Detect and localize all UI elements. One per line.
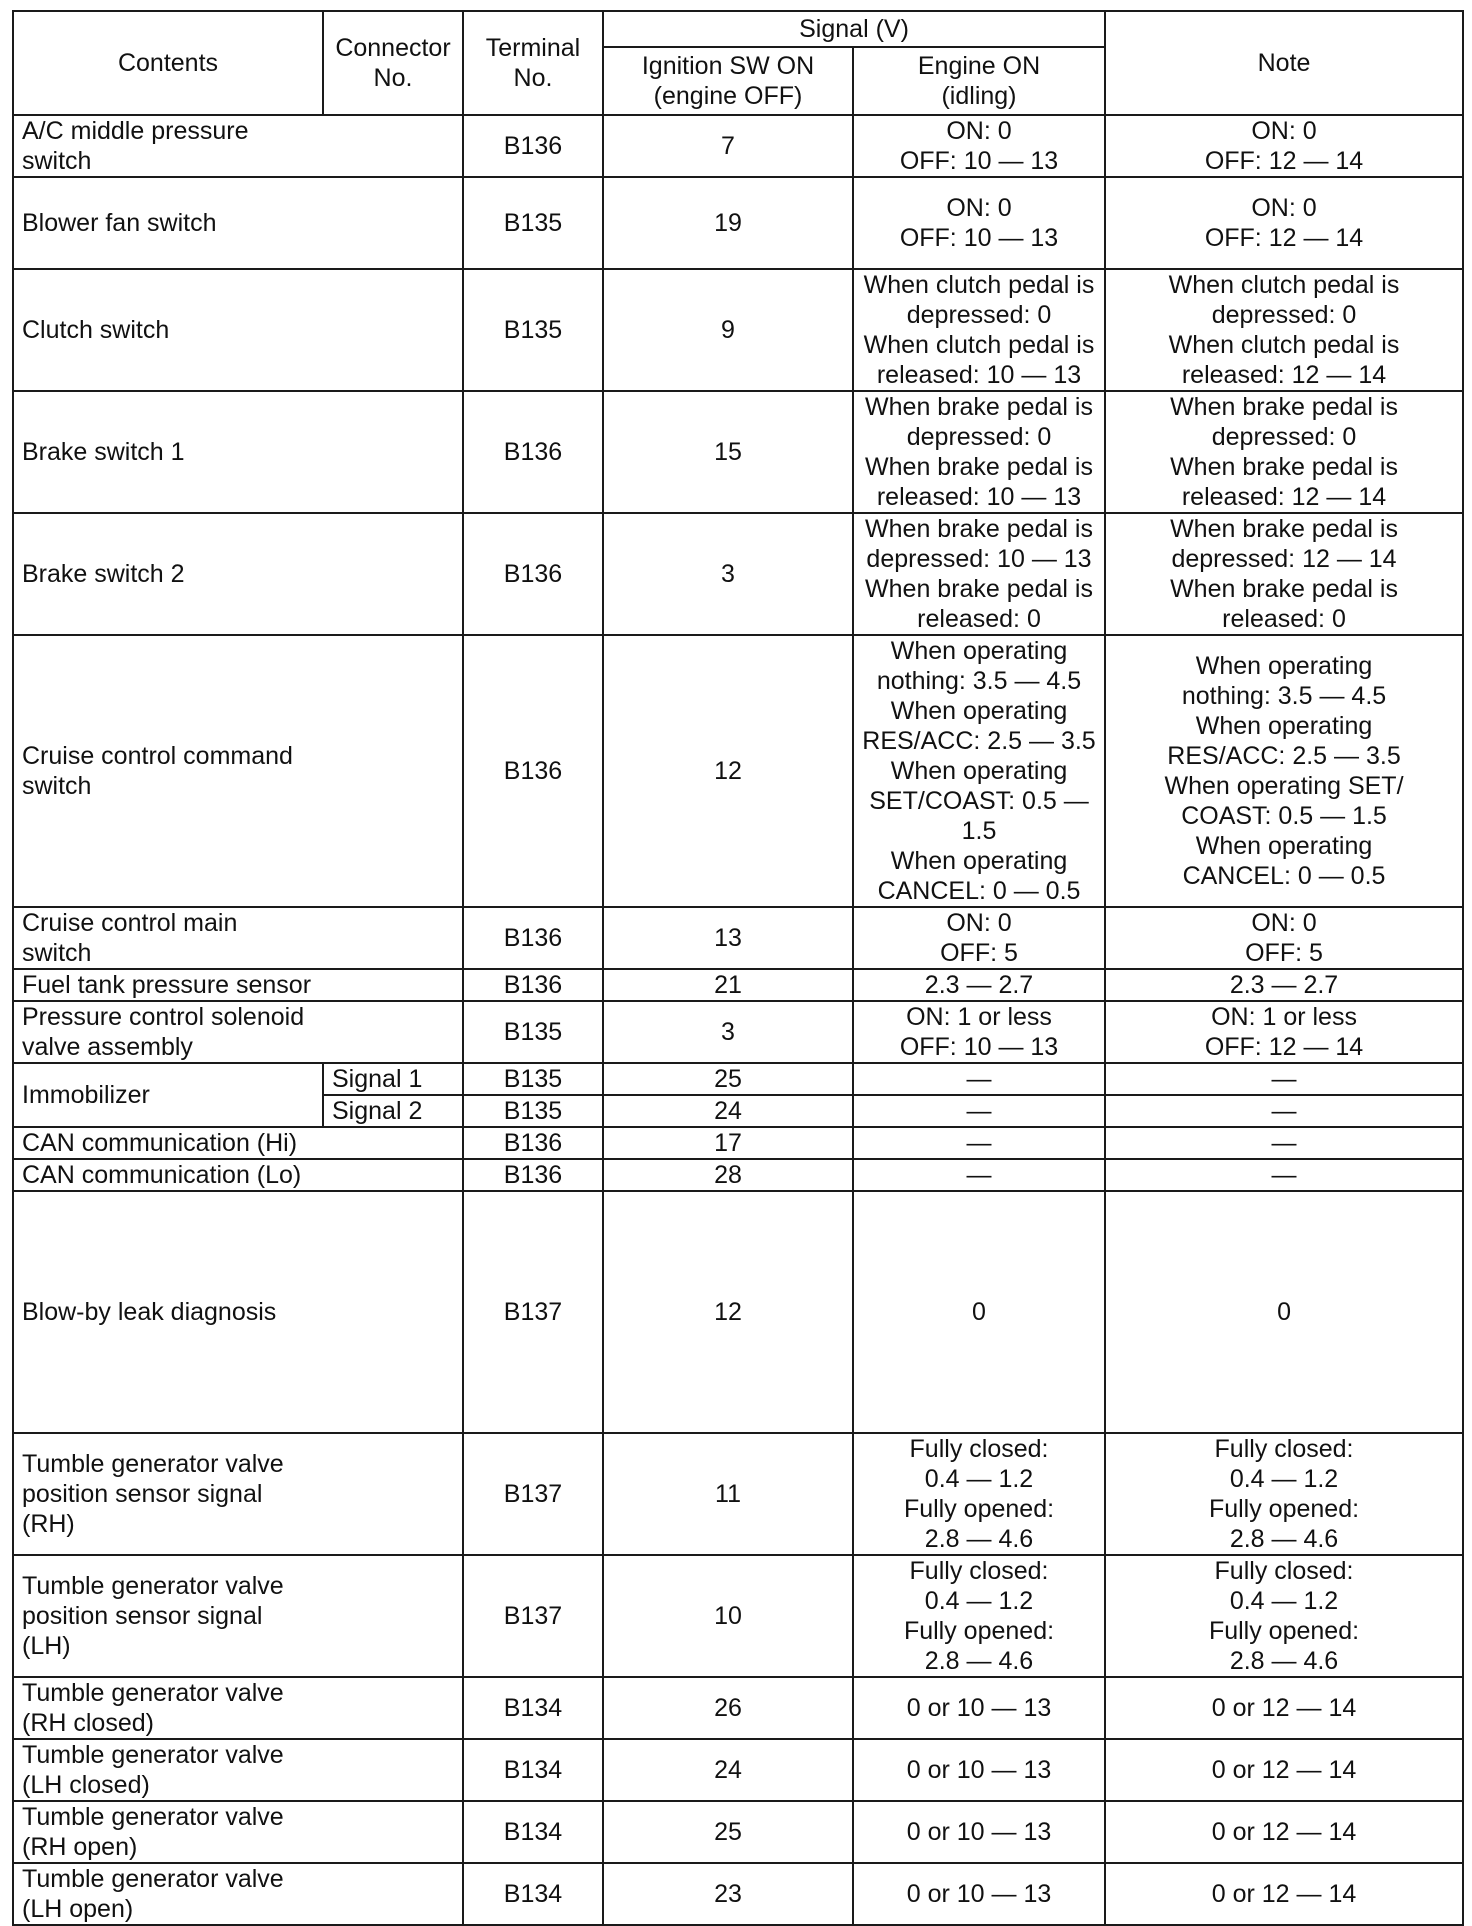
cell-engine: — bbox=[1105, 1063, 1463, 1095]
cell-connector: B136 bbox=[463, 513, 603, 635]
cell-terminal: 19 bbox=[603, 177, 853, 269]
cell-connector: B136 bbox=[463, 1127, 603, 1159]
cell-connector: B135 bbox=[463, 1095, 603, 1127]
cell-ignition: — bbox=[853, 1063, 1105, 1095]
table-row bbox=[13, 1801, 1463, 1863]
cell-terminal: 24 bbox=[603, 1095, 853, 1127]
cell-connector: B134 bbox=[463, 1677, 603, 1739]
table-row bbox=[13, 1127, 1463, 1159]
cell-ignition: 0 or 10 — 13 bbox=[853, 1863, 1105, 1925]
table-row bbox=[13, 1159, 1463, 1191]
cell-contents: Signal 2 bbox=[323, 1095, 463, 1127]
cell-contents: Tumble generator valve position sensor signal (RH) bbox=[13, 1433, 463, 1555]
header-engine: Engine ON (idling) bbox=[853, 47, 1105, 115]
cell-terminal: 9 bbox=[603, 269, 853, 391]
cell-ignition: ON: 1 or less OFF: 10 — 13 bbox=[853, 1001, 1105, 1063]
cell-ignition: 2.3 — 2.7 bbox=[853, 969, 1105, 1001]
cell-contents: Cruise control command switch bbox=[13, 635, 463, 907]
cell-engine: 0 or 12 — 14 bbox=[1105, 1801, 1463, 1863]
table-body bbox=[13, 115, 1463, 1925]
cell-contents: Signal 1 bbox=[323, 1063, 463, 1095]
cell-engine: 2.3 — 2.7 bbox=[1105, 969, 1463, 1001]
cell-ignition: ON: 0 OFF: 10 — 13 bbox=[853, 177, 1105, 269]
cell-engine: When clutch pedal is depressed: 0 When clutch pedal is released: 12 — 14 bbox=[1105, 269, 1463, 391]
cell-connector: B135 bbox=[463, 177, 603, 269]
table-row bbox=[13, 177, 1463, 269]
cell-contents: CAN communication (Hi) bbox=[13, 1127, 463, 1159]
cell-contents: Tumble generator valve (RH closed) bbox=[13, 1677, 463, 1739]
cell-connector: B137 bbox=[463, 1555, 603, 1677]
cell-connector: B136 bbox=[463, 115, 603, 177]
cell-contents: Tumble generator valve position sensor signal (LH) bbox=[13, 1555, 463, 1677]
cell-connector: B136 bbox=[463, 635, 603, 907]
cell-terminal: 17 bbox=[603, 1127, 853, 1159]
cell-ignition: 0 bbox=[853, 1191, 1105, 1433]
cell-ignition: 0 or 10 — 13 bbox=[853, 1739, 1105, 1801]
cell-contents: Fuel tank pressure sensor bbox=[13, 969, 463, 1001]
table-row bbox=[13, 907, 1463, 969]
cell-terminal: 15 bbox=[603, 391, 853, 513]
cell-engine: — bbox=[1105, 1159, 1463, 1191]
cell-terminal: 12 bbox=[603, 1191, 853, 1433]
cell-engine: 0 or 12 — 14 bbox=[1105, 1739, 1463, 1801]
cell-connector: B136 bbox=[463, 1159, 603, 1191]
cell-contents: Blow-by leak diagnosis bbox=[13, 1191, 463, 1433]
cell-connector: B134 bbox=[463, 1801, 603, 1863]
cell-ignition: 0 or 10 — 13 bbox=[853, 1801, 1105, 1863]
cell-ignition: Fully closed: 0.4 — 1.2 Fully opened: 2.8 — 4.6 bbox=[853, 1433, 1105, 1555]
cell-connector: B137 bbox=[463, 1191, 603, 1433]
cell-engine: 0 or 12 — 14 bbox=[1105, 1677, 1463, 1739]
table-row bbox=[13, 391, 1463, 513]
cell-engine: When brake pedal is depressed: 12 — 14 When brake pedal is released: 0 bbox=[1105, 513, 1463, 635]
cell-terminal: 24 bbox=[603, 1739, 853, 1801]
cell-ignition: ON: 0 OFF: 10 — 13 bbox=[853, 115, 1105, 177]
cell-connector: B135 bbox=[463, 1063, 603, 1095]
cell-engine: ON: 0 OFF: 12 — 14 bbox=[1105, 177, 1463, 269]
table-row bbox=[13, 1739, 1463, 1801]
cell-engine: When brake pedal is depressed: 0 When brake pedal is released: 12 — 14 bbox=[1105, 391, 1463, 513]
cell-engine: ON: 0 OFF: 5 bbox=[1105, 907, 1463, 969]
cell-contents: Pressure control solenoid valve assembly bbox=[13, 1001, 463, 1063]
table-row bbox=[13, 969, 1463, 1001]
cell-terminal: 25 bbox=[603, 1063, 853, 1095]
cell-engine: 0 bbox=[1105, 1191, 1463, 1433]
cell-ignition: — bbox=[853, 1159, 1105, 1191]
header-signal: Signal (V) bbox=[603, 11, 1105, 47]
table-row bbox=[13, 1433, 1463, 1555]
cell-engine: ON: 1 or less OFF: 12 — 14 bbox=[1105, 1001, 1463, 1063]
cell-engine: — bbox=[1105, 1127, 1463, 1159]
cell-terminal: 13 bbox=[603, 907, 853, 969]
cell-terminal: 23 bbox=[603, 1863, 853, 1925]
table-row bbox=[13, 513, 1463, 635]
cell-contents: Tumble generator valve (LH open) bbox=[13, 1863, 463, 1925]
cell-contents: Blower fan switch bbox=[13, 177, 463, 269]
cell-engine: 0 or 12 — 14 bbox=[1105, 1863, 1463, 1925]
cell-connector: B135 bbox=[463, 269, 603, 391]
cell-engine: ON: 0 OFF: 12 — 14 bbox=[1105, 115, 1463, 177]
cell-ignition: When operating nothing: 3.5 — 4.5 When operating RES/ACC: 2.5 — 3.5 When operating SET/COAST: 0.5 — 1.5 When operating CANCEL: 0 — 0.5 bbox=[853, 635, 1105, 907]
cell-connector: B134 bbox=[463, 1863, 603, 1925]
table-row bbox=[13, 1555, 1463, 1677]
cell-ignition: ON: 0 OFF: 5 bbox=[853, 907, 1105, 969]
cell-contents: Tumble generator valve (LH closed) bbox=[13, 1739, 463, 1801]
header-ignition: Ignition SW ON (engine OFF) bbox=[603, 47, 853, 115]
cell-connector: B137 bbox=[463, 1433, 603, 1555]
cell-contents: Tumble generator valve (RH open) bbox=[13, 1801, 463, 1863]
cell-terminal: 12 bbox=[603, 635, 853, 907]
cell-connector: B135 bbox=[463, 1001, 603, 1063]
header-contents: Contents bbox=[13, 11, 323, 115]
cell-connector: B134 bbox=[463, 1739, 603, 1801]
cell-ignition: When brake pedal is depressed: 10 — 13 When brake pedal is released: 0 bbox=[853, 513, 1105, 635]
table-row bbox=[13, 1191, 1463, 1433]
cell-engine: Fully closed: 0.4 — 1.2 Fully opened: 2.8 — 4.6 bbox=[1105, 1555, 1463, 1677]
cell-terminal: 10 bbox=[603, 1555, 853, 1677]
signal-spec-table bbox=[12, 10, 1464, 1926]
header-connector: Connector No. bbox=[323, 11, 463, 115]
header-terminal: Terminal No. bbox=[463, 11, 603, 115]
cell-contents: Clutch switch bbox=[13, 269, 463, 391]
cell-connector: B136 bbox=[463, 969, 603, 1001]
cell-ignition: When brake pedal is depressed: 0 When brake pedal is released: 10 — 13 bbox=[853, 391, 1105, 513]
cell-terminal: 25 bbox=[603, 1801, 853, 1863]
cell-terminal: 21 bbox=[603, 969, 853, 1001]
cell-connector: B136 bbox=[463, 391, 603, 513]
table-row bbox=[13, 115, 1463, 177]
cell-terminal: 7 bbox=[603, 115, 853, 177]
cell-ignition: — bbox=[853, 1127, 1105, 1159]
table-row bbox=[13, 1863, 1463, 1925]
cell-contents: Cruise control main switch bbox=[13, 907, 463, 969]
cell-engine: — bbox=[1105, 1095, 1463, 1127]
cell-ignition: — bbox=[853, 1095, 1105, 1127]
cell-engine: Fully closed: 0.4 — 1.2 Fully opened: 2.8 — 4.6 bbox=[1105, 1433, 1463, 1555]
cell-terminal: 28 bbox=[603, 1159, 853, 1191]
cell-contents: Brake switch 2 bbox=[13, 513, 463, 635]
table-row bbox=[13, 1063, 1463, 1095]
cell-ignition: 0 or 10 — 13 bbox=[853, 1677, 1105, 1739]
cell-ignition: Fully closed: 0.4 — 1.2 Fully opened: 2.8 — 4.6 bbox=[853, 1555, 1105, 1677]
cell-group: Immobilizer bbox=[13, 1063, 323, 1127]
table-row bbox=[13, 1001, 1463, 1063]
table-row bbox=[13, 269, 1463, 391]
cell-terminal: 3 bbox=[603, 1001, 853, 1063]
cell-ignition: When clutch pedal is depressed: 0 When clutch pedal is released: 10 — 13 bbox=[853, 269, 1105, 391]
cell-engine: When operating nothing: 3.5 — 4.5 When operating RES/ACC: 2.5 — 3.5 When operating SET/ COAST: 0.5 — 1.5 When operating CANCEL: 0 — 0.5 bbox=[1105, 635, 1463, 907]
cell-terminal: 11 bbox=[603, 1433, 853, 1555]
cell-connector: B136 bbox=[463, 907, 603, 969]
cell-contents: CAN communication (Lo) bbox=[13, 1159, 463, 1191]
header-note: Note bbox=[1105, 11, 1463, 115]
table-row bbox=[13, 1677, 1463, 1739]
header-row bbox=[13, 11, 1463, 47]
cell-contents: A/C middle pressure switch bbox=[13, 115, 463, 177]
table-row bbox=[13, 635, 1463, 907]
cell-terminal: 3 bbox=[603, 513, 853, 635]
cell-terminal: 26 bbox=[603, 1677, 853, 1739]
cell-contents: Brake switch 1 bbox=[13, 391, 463, 513]
